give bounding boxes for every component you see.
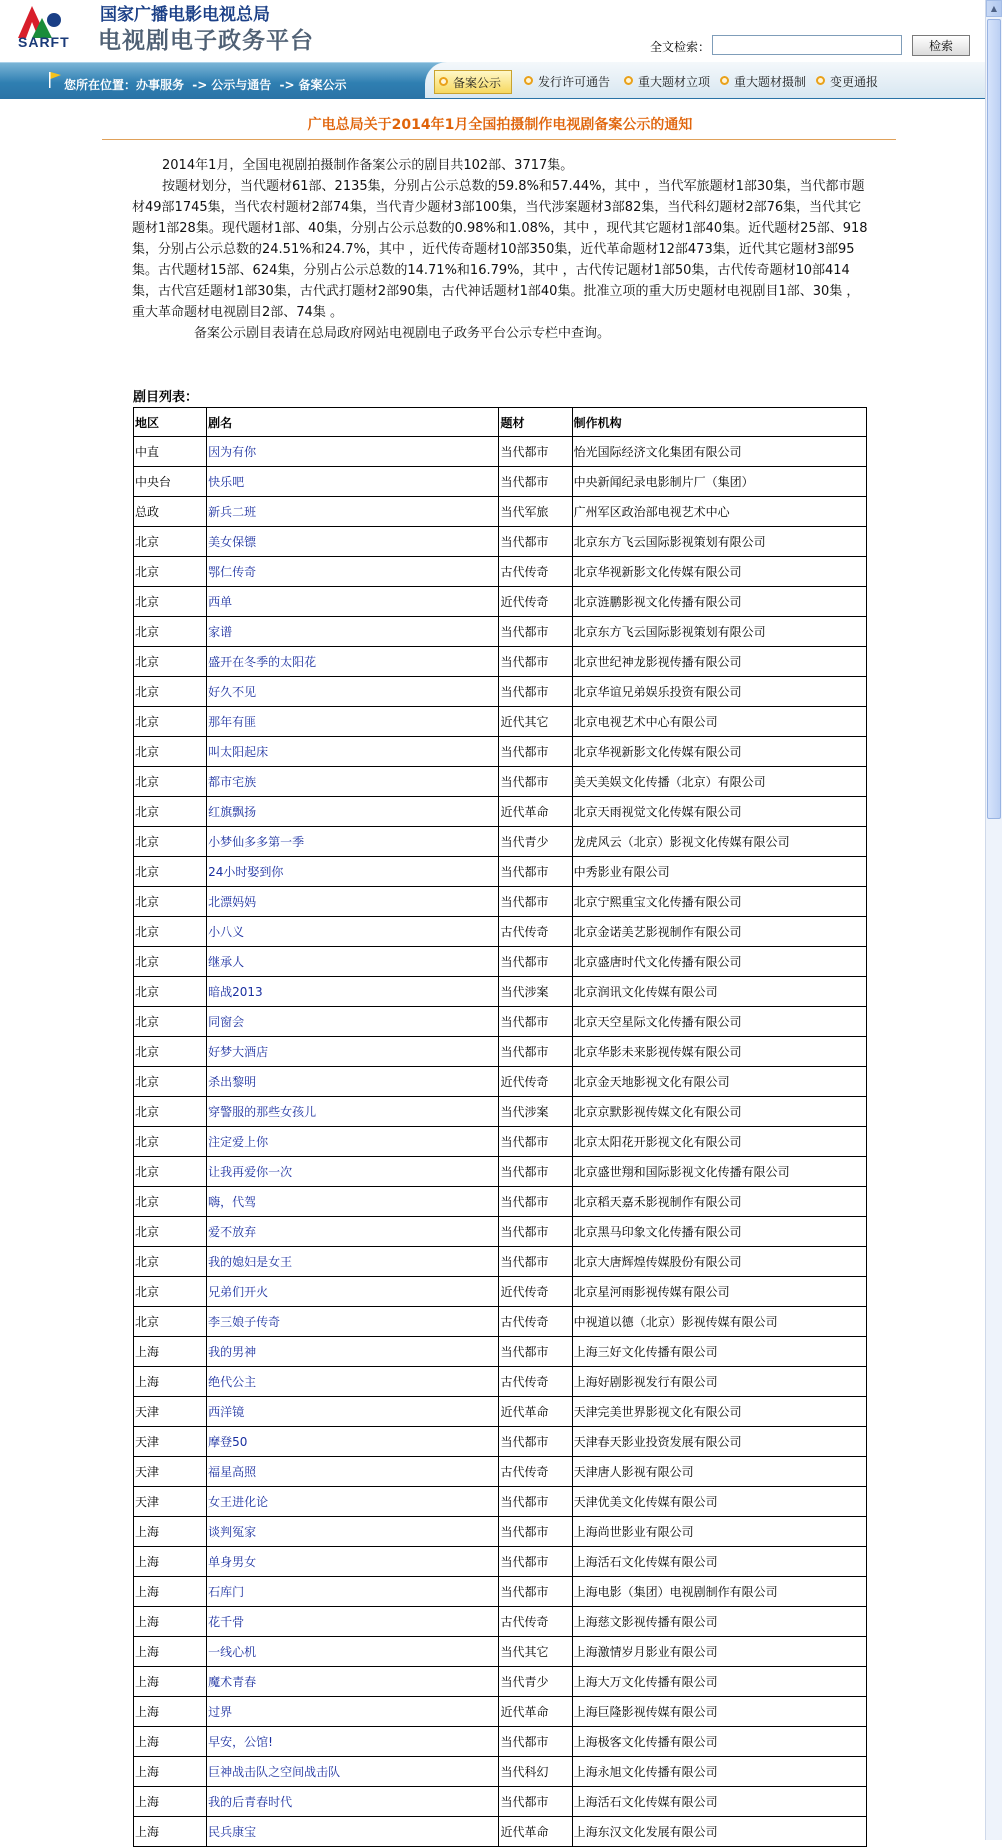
cell-producer: 上海激情岁月影业有限公司	[572, 1637, 866, 1667]
cell-genre: 当代青少	[499, 827, 572, 857]
cell-producer: 上海大万文化传播有限公司	[572, 1667, 866, 1697]
cell-genre: 近代传奇	[499, 587, 572, 617]
cell-region: 中央台	[134, 467, 207, 497]
breadcrumb-arrow: ->	[279, 78, 295, 92]
cell-region: 上海	[134, 1517, 207, 1547]
cell-region: 北京	[134, 1037, 207, 1067]
cell-title-link[interactable]: 巨神战击队之空间战击队	[207, 1757, 499, 1787]
cell-genre: 近代革命	[499, 1697, 572, 1727]
cell-title-link[interactable]: 单身男女	[207, 1547, 499, 1577]
table-row	[134, 1187, 867, 1217]
table-row	[134, 1217, 867, 1247]
search-label: 全文检索：	[650, 40, 711, 54]
cell-title-link[interactable]: 鄂仁传奇	[207, 557, 499, 587]
table-row	[134, 1727, 867, 1757]
cell-genre: 当代都市	[499, 857, 572, 887]
cell-title-link[interactable]: 早安，公馆!	[207, 1727, 499, 1757]
table-row	[134, 1637, 867, 1667]
cell-genre: 当代都市	[499, 1787, 572, 1817]
cell-producer: 北京润讯文化传媒有限公司	[572, 977, 866, 1007]
tab-label: 重大题材立项	[638, 75, 711, 89]
table-row	[134, 1037, 867, 1067]
cell-region: 北京	[134, 1007, 207, 1037]
table-row	[134, 527, 867, 557]
table-row	[134, 467, 867, 497]
cell-genre: 古代传奇	[499, 917, 572, 947]
table-row	[134, 1817, 867, 1847]
cell-title-link[interactable]: 爱不放弃	[207, 1217, 499, 1247]
cell-producer: 北京华视新影文化传媒有限公司	[572, 737, 866, 767]
table-row	[134, 557, 867, 587]
cell-producer: 天津完美世界影视文化有限公司	[572, 1397, 866, 1427]
cell-producer: 北京盛世翔和国际影视文化传播有限公司	[572, 1157, 866, 1187]
table-row	[134, 647, 867, 677]
table-row	[134, 1457, 867, 1487]
paragraph-breakdown: 按题材划分，当代题材61部、2135集，分别占公示总数的59.8%和57.44%，其中 ，当代军旅题材1部30集，当代都市题材49部1745集，当代农村题材2部74集，当代青少题材3部100集，当代涉案题材3部82集，当代科幻题材2部76集，当代其它题材1部28集。现代题材1部、40集，分别占公示总数的0.98%和1.08%，其中 ，现代其它题材1部40集。近代题材25部、918集，分别占公示总数的24.51%和24.7%，其中 ，近代传奇题材10部350集，近代革命题材12部473集，近代其它题材3部95集。古代题材15部、624集，分别占公示总数的14.71%和16.79%，其中 ，古代传记题材1部50集，古代传奇题材10部414集，古代宫廷题材1部30集，古代武打题材2部90集，古代神话题材1部40集。批准立项的重大历史题材电视剧目1部、30集 ，重大革命题材电视剧目2部、74集 。	[132, 179, 868, 320]
cell-genre: 近代传奇	[499, 1277, 572, 1307]
cell-region: 北京	[134, 887, 207, 917]
cell-producer: 上海活石文化传媒有限公司	[572, 1787, 866, 1817]
paragraph-query-note: 备案公示剧目表请在总局政府网站电视剧电子政务平台公示专栏中查询。	[194, 326, 611, 341]
table-row	[134, 827, 867, 857]
cell-title-link[interactable]: 红旗飘扬	[207, 797, 499, 827]
cell-region: 北京	[134, 677, 207, 707]
cell-producer: 上海好剧影视发行有限公司	[572, 1367, 866, 1397]
cell-region: 上海	[134, 1607, 207, 1637]
table-row	[134, 1607, 867, 1637]
cell-producer: 中秀影业有限公司	[572, 857, 866, 887]
cell-region: 北京	[134, 767, 207, 797]
cell-producer: 天津春天影业投资发展有限公司	[572, 1427, 866, 1457]
table-row	[134, 1547, 867, 1577]
table-row	[134, 617, 867, 647]
cell-producer: 北京华谊兄弟娱乐投资有限公司	[572, 677, 866, 707]
cell-genre: 当代都市	[499, 1727, 572, 1757]
cell-region: 上海	[134, 1367, 207, 1397]
cell-genre: 当代都市	[499, 1517, 572, 1547]
cell-title-link[interactable]: 美女保镖	[207, 527, 499, 557]
table-row	[134, 1307, 867, 1337]
cell-title-link[interactable]: 小八义	[207, 917, 499, 947]
cell-region: 总政	[134, 497, 207, 527]
cell-title-link[interactable]: 北漂妈妈	[207, 887, 499, 917]
cell-producer: 天津优美文化传媒有限公司	[572, 1487, 866, 1517]
cell-producer: 北京稻天嘉禾影视制作有限公司	[572, 1187, 866, 1217]
cell-title-link[interactable]: 暗战2013	[207, 977, 499, 1007]
cell-genre: 当代都市	[499, 1247, 572, 1277]
cell-region: 北京	[134, 557, 207, 587]
breadcrumb-item-service[interactable]: 办事服务	[136, 78, 185, 92]
table-row	[134, 1127, 867, 1157]
cell-region: 上海	[134, 1697, 207, 1727]
cell-genre: 近代传奇	[499, 1067, 572, 1097]
table-row	[134, 797, 867, 827]
table-row	[134, 977, 867, 1007]
table-row	[134, 1787, 867, 1817]
cell-region: 上海	[134, 1667, 207, 1697]
cell-producer: 北京天雨视觉文化传媒有限公司	[572, 797, 866, 827]
cell-producer: 怡光国际经济文化集团有限公司	[572, 437, 866, 467]
cell-producer: 上海永旭文化传播有限公司	[572, 1757, 866, 1787]
cell-title-link[interactable]: 福星高照	[207, 1457, 499, 1487]
cell-region: 北京	[134, 1187, 207, 1217]
cell-genre: 当代都市	[499, 947, 572, 977]
cell-region: 上海	[134, 1547, 207, 1577]
cell-genre: 当代都市	[499, 767, 572, 797]
cell-title-link[interactable]: 女王进化论	[207, 1487, 499, 1517]
table-row	[134, 737, 867, 767]
cell-genre: 近代革命	[499, 797, 572, 827]
col-header-title: 剧名	[207, 408, 499, 437]
location-label: 您所在位置：	[64, 78, 137, 92]
tab-label: 发行许可通告	[538, 75, 611, 89]
cell-genre: 近代革命	[499, 1817, 572, 1847]
cell-genre: 近代其它	[499, 707, 572, 737]
table-row	[134, 887, 867, 917]
cell-genre: 当代科幻	[499, 1757, 572, 1787]
cell-title-link[interactable]: 我的后青春时代	[207, 1787, 499, 1817]
cell-title-link[interactable]: 摩登50	[207, 1427, 499, 1457]
cell-genre: 当代都市	[499, 1157, 572, 1187]
cell-producer: 上海电影（集团）电视剧制作有限公司	[572, 1577, 866, 1607]
list-title: 剧目列表：	[133, 390, 199, 405]
table-row	[134, 1667, 867, 1697]
cell-genre: 当代都市	[499, 1187, 572, 1217]
cell-producer: 北京大唐辉煌传媒股份有限公司	[572, 1247, 866, 1277]
cell-producer: 广州军区政治部电视艺术中心	[572, 497, 866, 527]
cell-producer: 北京黑马印象文化传播有限公司	[572, 1217, 866, 1247]
cell-producer: 中央新闻纪录电影制片厂（集团）	[572, 467, 866, 497]
breadcrumb-item-notice[interactable]: 公示与通告	[211, 78, 272, 92]
cell-producer: 北京华影未来影视传媒有限公司	[572, 1037, 866, 1067]
table-row	[134, 707, 867, 737]
cell-genre: 当代都市	[499, 1577, 572, 1607]
cell-region: 北京	[134, 1127, 207, 1157]
cell-title-link[interactable]: 好梦大酒店	[207, 1037, 499, 1067]
table-row	[134, 1517, 867, 1547]
cell-producer: 北京天空星际文化传播有限公司	[572, 1007, 866, 1037]
cell-title-link[interactable]: 魔术青春	[207, 1667, 499, 1697]
cell-producer: 北京盛唐时代文化传播有限公司	[572, 947, 866, 977]
cell-region: 北京	[134, 527, 207, 557]
table-row	[134, 947, 867, 977]
cell-producer: 北京电视艺术中心有限公司	[572, 707, 866, 737]
cell-genre: 当代都市	[499, 1487, 572, 1517]
cell-genre: 当代都市	[499, 887, 572, 917]
circle-bullet-icon	[439, 77, 448, 86]
cell-region: 北京	[134, 857, 207, 887]
table-row	[134, 1397, 867, 1427]
table-row	[134, 1277, 867, 1307]
table-row	[134, 1367, 867, 1397]
cell-region: 上海	[134, 1727, 207, 1757]
cell-region: 天津	[134, 1427, 207, 1457]
cell-title-link[interactable]: 都市宅族	[207, 767, 499, 797]
cell-title-link[interactable]: 一线心机	[207, 1637, 499, 1667]
cell-producer: 上海慈文影视传播有限公司	[572, 1607, 866, 1637]
table-row	[134, 677, 867, 707]
cell-genre: 当代都市	[499, 1007, 572, 1037]
cell-genre: 当代涉案	[499, 977, 572, 1007]
cell-title-link[interactable]: 快乐吧	[207, 467, 499, 497]
cell-genre: 古代传奇	[499, 557, 572, 587]
tab-label: 重大题材摄制	[734, 75, 807, 89]
cell-region: 北京	[134, 1247, 207, 1277]
cell-title-link[interactable]: 嗨，代驾	[207, 1187, 499, 1217]
cell-title-link[interactable]: 家谱	[207, 617, 499, 647]
cell-genre: 当代都市	[499, 527, 572, 557]
cell-producer: 北京华视新影文化传媒有限公司	[572, 557, 866, 587]
cell-region: 天津	[134, 1487, 207, 1517]
cell-producer: 美天美娱文化传播（北京）有限公司	[572, 767, 866, 797]
site-header	[0, 0, 985, 62]
breadcrumb-arrow: ->	[192, 78, 208, 92]
cell-title-link[interactable]: 新兵二班	[207, 497, 499, 527]
cell-producer: 北京金诺美艺影视制作有限公司	[572, 917, 866, 947]
cell-region: 上海	[134, 1757, 207, 1787]
cell-title-link[interactable]: 小梦仙多多第一季	[207, 827, 499, 857]
cell-title-link[interactable]: 西单	[207, 587, 499, 617]
tab-distribution-license[interactable]	[520, 70, 620, 94]
cell-genre: 当代其它	[499, 1637, 572, 1667]
col-header-producer: 制作机构	[572, 408, 866, 437]
cell-producer: 北京世纪神龙影视传播有限公司	[572, 647, 866, 677]
cell-title-link[interactable]: 我的媳妇是女王	[207, 1247, 499, 1277]
tab-major-project-approval[interactable]	[620, 70, 716, 94]
cell-region: 北京	[134, 647, 207, 677]
cell-producer: 上海活石文化传媒有限公司	[572, 1547, 866, 1577]
col-header-region: 地区	[134, 408, 207, 437]
cell-region: 天津	[134, 1397, 207, 1427]
cell-region: 上海	[134, 1817, 207, 1847]
cell-producer: 上海巨隆影视传媒有限公司	[572, 1697, 866, 1727]
paragraph-summary: 2014年1月，全国电视剧拍摄制作备案公示的剧目共102部、3717集。	[162, 158, 574, 173]
cell-title-link[interactable]: 同窗会	[207, 1007, 499, 1037]
col-header-genre: 题材	[499, 408, 572, 437]
cell-producer: 北京宁熙重宝文化传播有限公司	[572, 887, 866, 917]
table-row	[134, 497, 867, 527]
cell-region: 北京	[134, 587, 207, 617]
tab-label: 备案公示	[453, 76, 502, 90]
table-row	[134, 1697, 867, 1727]
cell-region: 北京	[134, 827, 207, 857]
cell-genre: 近代革命	[499, 1397, 572, 1427]
cell-region: 北京	[134, 1067, 207, 1097]
cell-region: 北京	[134, 1097, 207, 1127]
tab-label: 变更通报	[830, 75, 879, 89]
cell-title-link[interactable]: 因为有你	[207, 437, 499, 467]
cell-genre: 当代都市	[499, 647, 572, 677]
cell-region: 中直	[134, 437, 207, 467]
cell-genre: 当代都市	[499, 1547, 572, 1577]
table-row	[134, 1757, 867, 1787]
cell-genre: 当代都市	[499, 677, 572, 707]
table-header-row	[134, 408, 867, 437]
flag-icon	[48, 71, 62, 89]
table-row	[134, 1097, 867, 1127]
cell-producer: 北京星河雨影视传媒有限公司	[572, 1277, 866, 1307]
cell-region: 天津	[134, 1457, 207, 1487]
circle-bullet-icon	[720, 76, 729, 85]
cell-region: 北京	[134, 917, 207, 947]
drama-table	[133, 407, 867, 1847]
cell-title-link[interactable]: 叫太阳起床	[207, 737, 499, 767]
cell-title-link[interactable]: 民兵康宝	[207, 1817, 499, 1847]
title-divider	[102, 139, 896, 140]
table-row	[134, 917, 867, 947]
table-row	[134, 1487, 867, 1517]
circle-bullet-icon	[524, 76, 533, 85]
table-row	[134, 1427, 867, 1457]
cell-producer: 北京金天地影视文化有限公司	[572, 1067, 866, 1097]
table-row	[134, 587, 867, 617]
cell-genre: 古代传奇	[499, 1367, 572, 1397]
table-row	[134, 1007, 867, 1037]
table-row	[134, 1247, 867, 1277]
cell-genre: 当代都市	[499, 467, 572, 497]
article-title: 广电总局关于2014年1月全国拍摄制作电视剧备案公示的通知	[307, 117, 693, 133]
cell-region: 上海	[134, 1787, 207, 1817]
cell-producer: 龙虎风云（北京）影视文化传媒有限公司	[572, 827, 866, 857]
cell-title-link[interactable]: 李三娘子传奇	[207, 1307, 499, 1337]
cell-title-link[interactable]: 穿警服的那些女孩儿	[207, 1097, 499, 1127]
cell-title-link[interactable]: 那年有匪	[207, 707, 499, 737]
cell-region: 北京	[134, 1157, 207, 1187]
tab-filing-notice[interactable]	[434, 70, 512, 94]
cell-title-link[interactable]: 让我再爱你一次	[207, 1157, 499, 1187]
cell-producer: 上海尚世影业有限公司	[572, 1517, 866, 1547]
cell-region: 北京	[134, 797, 207, 827]
search-button[interactable]: 检索	[912, 35, 970, 56]
cell-genre: 当代涉案	[499, 1097, 572, 1127]
cell-genre: 古代传奇	[499, 1607, 572, 1637]
breadcrumb	[64, 76, 347, 93]
cell-title-link[interactable]: 石库门	[207, 1577, 499, 1607]
cell-genre: 当代都市	[499, 1217, 572, 1247]
cell-region: 北京	[134, 1307, 207, 1337]
cell-genre: 古代传奇	[499, 1307, 572, 1337]
cell-title-link[interactable]: 西洋镜	[207, 1397, 499, 1427]
cell-genre: 当代都市	[499, 437, 572, 467]
cell-producer: 上海东汉文化发展有限公司	[572, 1817, 866, 1847]
scroll-up-arrow-icon[interactable]: ▲	[986, 0, 1002, 17]
cell-genre: 当代都市	[499, 1037, 572, 1067]
cell-producer: 北京太阳花开影视文化有限公司	[572, 1127, 866, 1157]
cell-producer: 北京东方飞云国际影视策划有限公司	[572, 527, 866, 557]
cell-genre: 当代都市	[499, 1337, 572, 1367]
circle-bullet-icon	[816, 76, 825, 85]
search-input[interactable]	[712, 35, 902, 55]
cell-genre: 当代都市	[499, 1127, 572, 1157]
cell-title-link[interactable]: 花千骨	[207, 1607, 499, 1637]
cell-producer: 北京京默影视传媒文化有限公司	[572, 1097, 866, 1127]
cell-title-link[interactable]: 杀出黎明	[207, 1067, 499, 1097]
table-row	[134, 437, 867, 467]
tab-change-notice[interactable]	[812, 70, 892, 94]
cell-region: 北京	[134, 1217, 207, 1247]
cell-genre: 当代青少	[499, 1667, 572, 1697]
cell-region: 上海	[134, 1577, 207, 1607]
cell-title-link[interactable]: 绝代公主	[207, 1367, 499, 1397]
cell-title-link[interactable]: 我的男神	[207, 1337, 499, 1367]
logo-text: SARFT	[18, 34, 70, 50]
cell-producer: 天津唐人影视有限公司	[572, 1457, 866, 1487]
table-row	[134, 1067, 867, 1097]
org-name: 国家广播电影电视总局	[100, 5, 270, 25]
cell-genre: 当代都市	[499, 1427, 572, 1457]
table-row	[134, 1577, 867, 1607]
table-row	[134, 767, 867, 797]
cell-title-link[interactable]: 继承人	[207, 947, 499, 977]
cell-producer: 北京东方飞云国际影视策划有限公司	[572, 617, 866, 647]
cell-genre: 当代都市	[499, 617, 572, 647]
cell-region: 北京	[134, 737, 207, 767]
cell-title-link[interactable]: 注定爱上你	[207, 1127, 499, 1157]
cell-genre: 当代都市	[499, 737, 572, 767]
cell-region: 上海	[134, 1637, 207, 1667]
scrollbar-thumb[interactable]	[987, 19, 1001, 819]
platform-name: 电视剧电子政务平台	[98, 28, 314, 54]
circle-bullet-icon	[624, 76, 633, 85]
cell-region: 北京	[134, 617, 207, 647]
cell-producer: 上海三好文化传播有限公司	[572, 1337, 866, 1367]
tab-major-project-filming[interactable]	[716, 70, 812, 94]
table-row	[134, 1157, 867, 1187]
breadcrumb-item-current[interactable]: 备案公示	[298, 78, 347, 92]
cell-producer: 北京涟鹏影视文化传播有限公司	[572, 587, 866, 617]
cell-producer: 中视道以德（北京）影视传媒有限公司	[572, 1307, 866, 1337]
cell-region: 北京	[134, 707, 207, 737]
cell-region: 北京	[134, 977, 207, 1007]
cell-title-link[interactable]: 谈判冤家	[207, 1517, 499, 1547]
cell-title-link[interactable]: 过界	[207, 1697, 499, 1727]
table-row	[134, 1337, 867, 1367]
cell-region: 上海	[134, 1337, 207, 1367]
cell-region: 北京	[134, 947, 207, 977]
table-row	[134, 857, 867, 887]
cell-region: 北京	[134, 1277, 207, 1307]
cell-title-link[interactable]: 盛开在冬季的太阳花	[207, 647, 499, 677]
cell-genre: 古代传奇	[499, 1457, 572, 1487]
article-body	[132, 155, 868, 344]
cell-title-link[interactable]: 好久不见	[207, 677, 499, 707]
cell-genre: 当代军旅	[499, 497, 572, 527]
cell-title-link[interactable]: 兄弟们开火	[207, 1277, 499, 1307]
cell-title-link[interactable]: 24小时娶到你	[207, 857, 499, 887]
cell-producer: 上海极客文化传播有限公司	[572, 1727, 866, 1757]
